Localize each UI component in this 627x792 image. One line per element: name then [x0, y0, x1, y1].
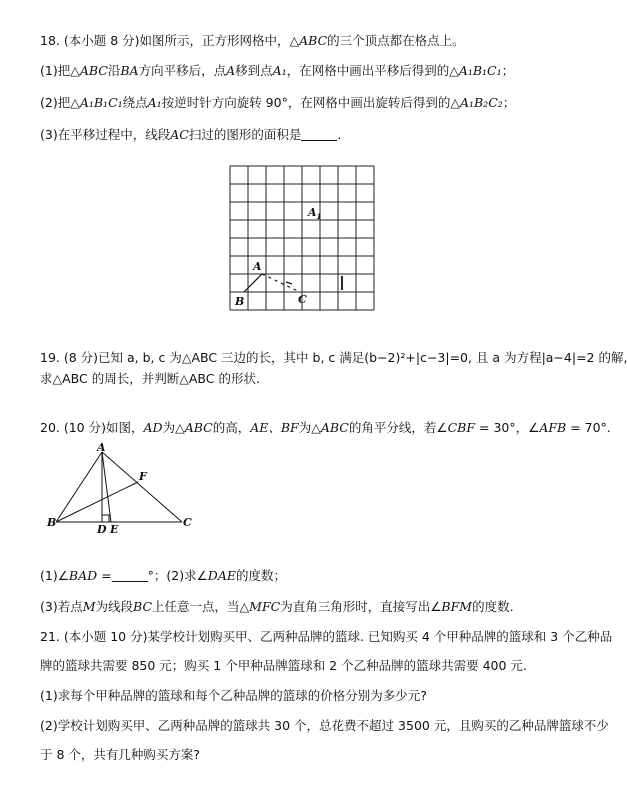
segment-ab	[244, 274, 262, 292]
q21-part2-line1: (2)学校计划购买甲、乙两种品牌的篮球共 30 个，总花费不超过 3500 元，且购买的乙种品牌篮球不少	[40, 718, 609, 733]
bisector-bf	[56, 482, 138, 522]
q20-title: 20. (10 分)如图，AD为△ABC的高，AE、BF为△ABC的角平分线，若∠CBF = 30°，∠AFB = 70°.	[40, 420, 611, 435]
label-b: B	[235, 295, 245, 308]
segment-ac-dashed	[262, 274, 300, 292]
q20-part1-2: (1)∠BAD = °；(2)求∠DAE的度数；	[40, 568, 286, 583]
answer-blank	[301, 128, 337, 141]
grid-segments	[244, 274, 342, 292]
label-tri-e: E	[110, 523, 119, 536]
q18-part2: (2)把△A₁B₁C₁绕点A₁按逆时针方向旋转 90°，在网格中画出旋转后得到的△A₁B₂C₂；	[40, 95, 516, 110]
q21-part2-line2: 于 8 个，共有几种购买方案?	[40, 747, 201, 762]
label-tri-f: F	[139, 470, 147, 483]
answer-blank	[112, 569, 148, 582]
q18-part3: (3)在平移过程中，线段AC扫过的图形的面积是 .	[40, 127, 342, 142]
label-tri-b: B	[47, 516, 57, 529]
label-a: A	[253, 260, 262, 273]
label-tri-a: A	[97, 441, 106, 454]
q21-line1: 21. (本小题 10 分)某学校计划购买甲、乙两种品牌的篮球. 已知购买 4 个甲种品牌的篮球和 3 个乙种品	[40, 629, 613, 644]
side-ab	[56, 452, 102, 522]
right-angle-mark	[102, 515, 109, 522]
q21-line2: 牌的篮球共需要 850 元；购买 1 个甲种品牌篮球和 2 个乙种品牌的篮球共需要 400 元.	[40, 658, 527, 673]
mark-near-c2	[286, 282, 292, 284]
triangle-figure	[44, 441, 194, 536]
bisector-ae	[102, 452, 111, 522]
side-ac	[102, 452, 182, 522]
q19-line1: 19. (8 分)已知 a, b, c 为△ABC 三边的长，其中 b, c 满足(b−2)²+|c−3|=0, 且 a 为方程|a−4|=2 的解,	[40, 350, 627, 365]
q20-part3: (3)若点M为线段BC上任意一点，当△MFC为直角三角形时，直接写出∠BFM的度数.	[40, 599, 514, 614]
q18-title: 18. (本小题 8 分)如图所示，正方形网格中，△ABC的三个顶点都在格点上。	[40, 33, 465, 48]
label-tri-c: C	[183, 516, 192, 529]
q18-part1: (1)把△ABC沿BA方向平移后，点A移到点A₁，在网格中画出平移后得到的△A₁B₁C₁；	[40, 63, 515, 78]
grid-figure	[226, 158, 376, 318]
q21-part1: (1)求每个甲种品牌的篮球和每个乙种品牌的篮球的价格分别为多少元?	[40, 688, 427, 703]
q19-line2: 求△ABC 的周长，并判断△ABC 的形状.	[40, 371, 260, 386]
label-tri-d: D	[97, 523, 107, 536]
label-a1: $A_1$	[308, 206, 322, 221]
grid-lines	[230, 166, 374, 310]
label-c: C	[298, 293, 307, 306]
